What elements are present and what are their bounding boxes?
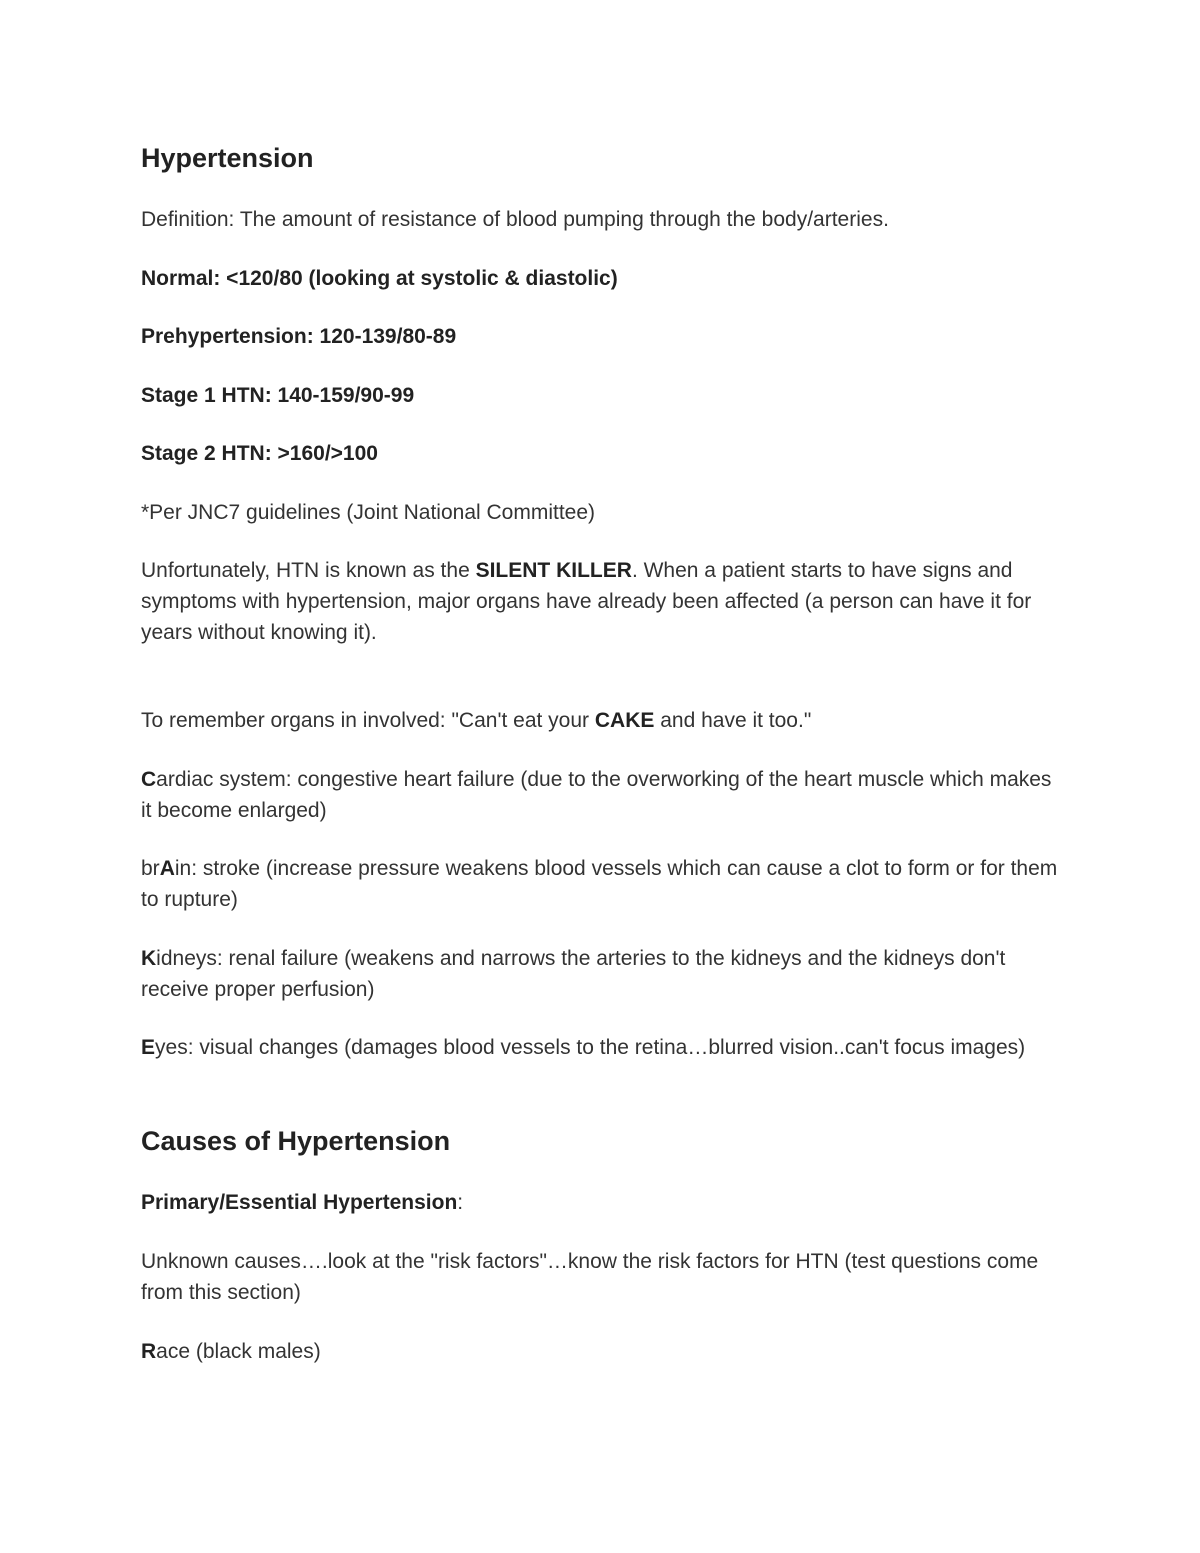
primary-bold: Primary/Essential Hypertension	[141, 1191, 458, 1214]
kidneys-letter: K	[141, 947, 157, 970]
silent-post: . When a patient starts to have signs and symptoms with hypertension, major organs have already been affected (a person can have it for years without knowing it).	[141, 559, 1032, 644]
normal-range: Normal: <120/80 (looking at systolic & diastolic)	[141, 267, 618, 290]
silent-killer-paragraph	[141, 555, 1061, 648]
race-text: ace (black males)	[156, 1340, 321, 1363]
primary-colon: :	[457, 1191, 464, 1214]
kidneys-item	[141, 943, 1061, 1005]
cake-post: and have it too."	[654, 709, 812, 732]
silent-bold: SILENT KILLER	[475, 559, 632, 582]
causes-heading: Causes of Hypertension	[141, 1126, 451, 1156]
race-item	[141, 1336, 1061, 1367]
cake-mnemonic	[141, 705, 1061, 736]
kidneys-text: idneys: renal failure (weakens and narrows the arteries to the kidneys and the kidneys don't receive proper perfusion)	[141, 947, 1006, 1001]
cardiac-item	[141, 764, 1061, 826]
race-letter: R	[141, 1340, 157, 1363]
page-title: Hypertension	[141, 143, 314, 173]
brain-text: in: stroke (increase pressure weakens blood vessels which can cause a clot to form or for them to rupture)	[141, 857, 1058, 911]
silent-pre: Unfortunately, HTN is known as the	[141, 559, 476, 582]
eyes-item	[141, 1032, 1061, 1063]
brain-letter: A	[159, 857, 175, 880]
stage2-range: Stage 2 HTN: >160/>100	[141, 442, 378, 465]
primary-hypertension-label	[141, 1187, 1061, 1218]
jnc-note: *Per JNC7 guidelines (Joint National Committee)	[141, 501, 596, 524]
eyes-text: yes: visual changes (damages blood vessels to the retina…blurred vision..can't focus images)	[155, 1036, 1026, 1059]
definition-text: Definition: The amount of resistance of blood pumping through the body/arteries.	[141, 208, 889, 231]
cake-pre: To remember organs in involved: "Can't eat your	[141, 709, 595, 732]
eyes-letter: E	[141, 1036, 156, 1059]
cardiac-letter: C	[141, 768, 157, 791]
brain-pre: br	[141, 857, 160, 880]
unknown-causes-text: Unknown causes….look at the "risk factors"…know the risk factors for HTN (test questions come from this section)	[141, 1250, 1039, 1304]
brain-item	[141, 853, 1061, 915]
cardiac-text: ardiac system: congestive heart failure (due to the overworking of the heart muscle which makes it become enlarged)	[141, 768, 1052, 822]
stage1-range: Stage 1 HTN: 140-159/90-99	[141, 384, 415, 407]
cake-bold: CAKE	[594, 709, 655, 732]
prehypertension-range: Prehypertension: 120-139/80-89	[141, 325, 457, 348]
